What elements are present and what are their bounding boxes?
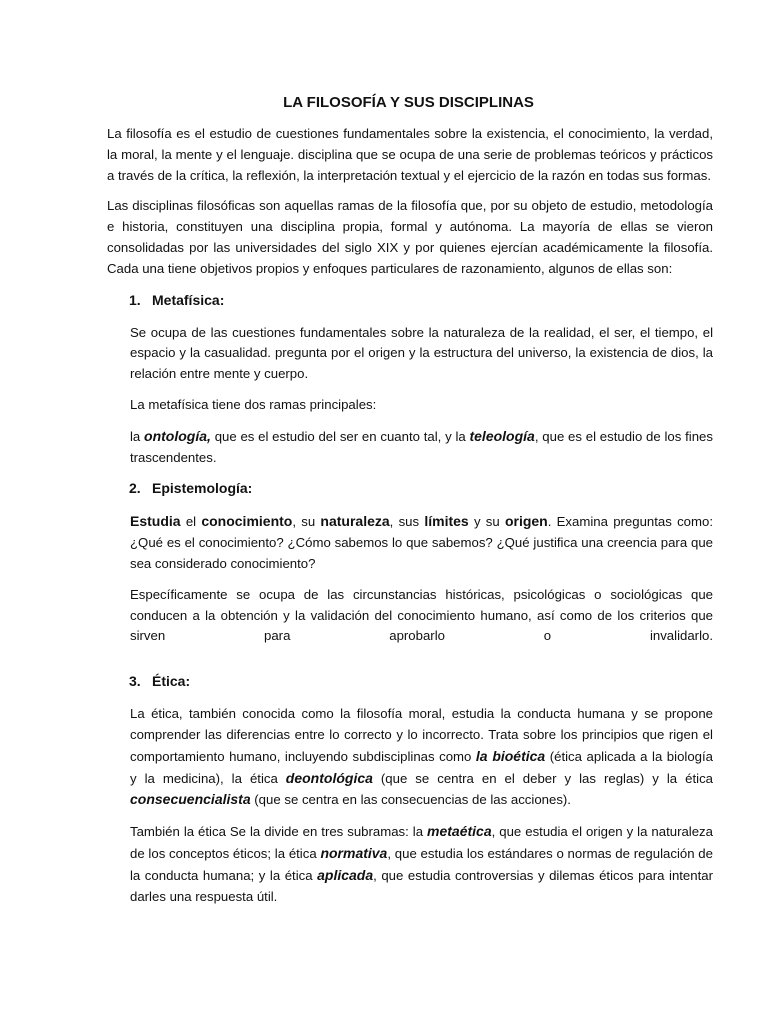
- section-number: 3.: [129, 673, 141, 690]
- term-ontologia: ontología,: [144, 427, 211, 444]
- etica-paragraph-1: [107, 704, 713, 811]
- section-number: 2.: [129, 480, 141, 497]
- term-conocimiento: conocimiento: [201, 513, 293, 530]
- text-run: (ética aplicada a la biología y la medicina), la ética: [130, 748, 713, 786]
- text-run: . Examina preguntas como: ¿Qué es el conocimiento? ¿Cómo sabemos lo que sabemos? ¿Qué justifica una creencia para que sea considerado conocimiento?: [130, 514, 713, 571]
- term-teleologia: teleología: [469, 427, 535, 444]
- term-deontologica: deontológica: [285, 769, 373, 786]
- term-limites: límites: [424, 513, 469, 530]
- term-aplicada: aplicada: [317, 866, 374, 883]
- text-run: que es el estudio del ser en cuanto tal, y la: [210, 428, 470, 444]
- text-run: la: [130, 428, 145, 444]
- text-run: (que se centra en el deber y las reglas) y la ética: [372, 770, 713, 786]
- section-heading-metafisica: [107, 290, 713, 310]
- section-number: 1.: [129, 291, 141, 308]
- section-heading-epistemologia: [107, 478, 713, 498]
- document-title: LA FILOSOFÍA Y SUS DISCIPLINAS: [283, 94, 534, 111]
- metafisica-paragraph-3: [107, 426, 713, 469]
- section-heading-etica: [107, 671, 713, 691]
- text-run: y su: [468, 514, 505, 530]
- text-run: También la ética Se la divide en tres subramas: la: [130, 824, 428, 840]
- text-run: el: [180, 514, 202, 530]
- metafisica-paragraph-2: La metafísica tiene dos ramas principales:: [130, 396, 377, 412]
- text-run: , su: [292, 514, 321, 530]
- epistemologia-paragraph-1: [107, 511, 713, 574]
- section-title: Ética:: [152, 673, 191, 690]
- section-title: Metafísica:: [152, 291, 225, 308]
- text-run: (que se centra en las consecuencias de las acciones).: [250, 792, 571, 808]
- text-run: , que estudia los estándares o normas de regulación de la conducta humana; y la ética: [130, 845, 713, 883]
- section-title: Epistemología:: [152, 480, 253, 497]
- term-normativa: normativa: [320, 844, 388, 861]
- term-origen: origen: [504, 513, 548, 530]
- text-run: , que estudia el origen y la naturaleza de los conceptos éticos; la ética: [130, 824, 713, 861]
- term-consecuencialista: consecuencialista: [130, 791, 251, 808]
- spacer: [107, 657, 713, 671]
- text-run: , sus: [389, 514, 425, 530]
- epistemologia-paragraph-2: Específicamente se ocupa de las circunstancias históricas, psicológicas o sociológicas que conducen a la obtención y la validación del conocimiento humano, así como de los criterios que sirven para aprobarlo o invalidarlo.: [130, 586, 713, 644]
- disciplines-intro-paragraph: Las disciplinas filosóficas son aquellas ramas de la filosofía que, por su objeto de estudio, metodología e historia, constituyen una disciplina propia, formal y autónoma. La mayoría de ellas se vieron consolidadas por las universidades del siglo XIX y por quienes ejercían académicamente la filosofía. Cada una tiene objetivos propios y enfoques particulares de razonamiento, algunos de ellas son:: [107, 198, 713, 276]
- term-metaetica: metaética: [427, 823, 492, 840]
- text-run: La ética, también conocida como la filosofía moral, estudia la conducta humana y se propone comprender las diferencias entre lo correcto y lo incorrecto. Trata sobre los principios que rigen el comportamiento humano, incluyendo subdisciplinas como: [130, 706, 713, 764]
- term-naturaleza: naturaleza: [320, 513, 390, 530]
- intro-paragraph: La filosofía es el estudio de cuestiones fundamentales sobre la existencia, el conocimiento, la verdad, la moral, la mente y el lenguaje. disciplina que se ocupa de una serie de problemas teóricos y prácticos a través de la crítica, la reflexión, la interpretación textual y el ejercicio de la razón en todas sus formas.: [107, 126, 713, 183]
- metafisica-paragraph-1: Se ocupa de las cuestiones fundamentales sobre la naturaleza de la realidad, el ser, el tiempo, el espacio y la casualidad. pregunta por el origen y la estructura del universo, la existencia de dios, la relación entre mente y cuerpo.: [130, 324, 713, 382]
- text-run: , que es el estudio de los fines trascendentes.: [130, 428, 713, 465]
- term-bioetica: la bioética: [475, 747, 546, 764]
- etica-paragraph-2: [107, 821, 713, 907]
- text-run: , que estudia controversias y dilemas éticos para intentar darles una respuesta útil.: [130, 867, 713, 904]
- term-estudia: Estudia: [130, 513, 181, 530]
